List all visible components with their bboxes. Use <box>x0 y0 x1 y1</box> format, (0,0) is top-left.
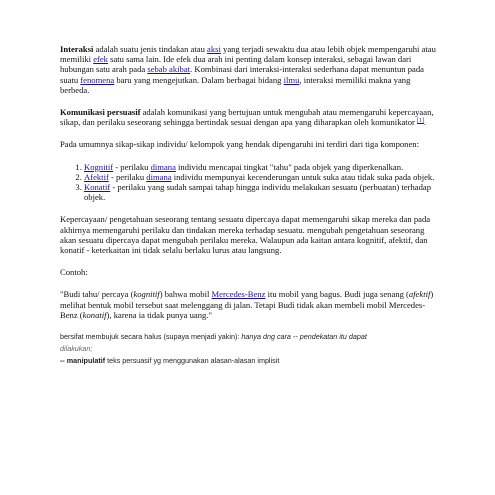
italic-term: konatif <box>82 309 107 320</box>
bold-term: -- manipulatif <box>60 356 106 366</box>
text: baru yang mengejutkan. Dalam berbagai bidang <box>114 74 284 85</box>
link-mercedes-benz[interactable]: Mercedes-Benz <box>211 289 266 300</box>
link-konatif[interactable]: Konatif <box>84 182 111 193</box>
definition-note <box>60 356 440 366</box>
text: yang terjadi sewaktu dua atau lebih objek mempengaruhi atau memiliki <box>60 44 436 65</box>
paragraph-example-quote <box>60 289 440 320</box>
reference-link[interactable]: [1] <box>417 118 425 125</box>
paragraph-contoh-label: Contoh: <box>60 267 88 278</box>
list-item <box>84 172 440 182</box>
text: "Budi tahu/ percaya ( <box>60 289 134 300</box>
text: itu mobil yang bagus. Budi juga senang ( <box>265 289 409 300</box>
link-sebab-akibat[interactable]: sebab akibat <box>147 64 191 75</box>
text: ), karena ia tidak punya uang." <box>106 309 212 320</box>
text: teks persuasif yg menggunakan alasan-alasan implisit <box>105 356 280 366</box>
definition-notes <box>60 332 440 366</box>
text: - perilaku <box>113 161 151 172</box>
paragraph-kepercayaan: Kepercayaan/ pengetahuan seseorang tentang sesuatu dipercaya dapat memengaruhi sikap mereka dan pada akhirnya memengaruhi perilaku dan tindakan mereka terhadap sesuatu. mengubah pengetahuan seseorang akan sesuatu dipercaya dapat mengubah perilaku mereka. Walaupun ada kaitan antara kognitif, afektif, dan konatif - keterkaitan ini tidak selalu berlaku lurus atau langsung. <box>60 214 431 256</box>
text: - perilaku <box>108 171 147 182</box>
link-aksi[interactable]: aksi <box>207 44 221 54</box>
text: individu mencapai tingkat "tahu" pada objek yang diperkenalkan. <box>175 161 404 172</box>
text: adalah komunikasi yang bertujuan untuk mengubah atau memengaruhi kepercayaan, sikap, dan perilaku seseorang sehingga bertindak sesuai dengan apa yang diharapkan oleh komunikator <box>60 107 434 128</box>
article-body <box>60 44 440 368</box>
link-ilmu[interactable]: ilmu <box>283 74 300 85</box>
definition-note <box>60 332 440 342</box>
italic-term: afektif <box>408 289 431 300</box>
link-afektif[interactable]: Afektif <box>84 171 109 182</box>
paragraph-interaksi <box>60 44 440 95</box>
link-efek[interactable]: efek <box>93 54 108 65</box>
italic-text: hanya dng cara -- pendekatan itu dapat <box>241 332 367 342</box>
link-kognitif[interactable]: Kognitif <box>84 161 114 172</box>
components-list <box>60 162 440 203</box>
text: . Kombinasi dari interaksi-interaksi sederhana dapat menuntun pada suatu <box>60 64 424 85</box>
list-item <box>84 182 440 202</box>
link-dimana[interactable]: dimana <box>150 161 176 172</box>
paragraph-components-intro: Pada umumnya sikap-sikap individu/ kelompok yang hendak dipengaruhi ini terdiri dari tiga komponen: <box>60 139 419 150</box>
text: ) melihat bentuk mobil tersebut saat melenggang di jalan. Tetapi Budi tidak akan membeli mobil Mercedes-Benz ( <box>60 289 434 320</box>
list-item <box>84 162 440 172</box>
term-komunikasi-persuasif: Komunikasi persuasif <box>60 107 141 118</box>
term-interaksi: Interaksi <box>60 44 94 54</box>
text: . <box>424 117 427 128</box>
link-dimana[interactable]: dimana <box>146 171 172 182</box>
text: , interaksi memiliki makna yang berbeda. <box>60 74 411 95</box>
text: ) bahwa mobil <box>159 289 212 300</box>
italic-term: kognitif <box>133 289 160 300</box>
text: satu sama lain. Ide efek dua arah ini penting dalam konsep interaksi, sebagai lawan dari hubungan satu arah pada <box>60 54 412 75</box>
paragraph-komunikasi-persuasif <box>60 107 440 127</box>
definition-note-continuation <box>60 344 440 354</box>
text: individu mempunyai kecenderungan untuk suka atau tidak suka pada objek. <box>171 171 435 182</box>
text: - perilaku yang sudah sampai tahap hingga individu melakukan sesuatu (perbuatan) terhadap objek. <box>84 182 431 203</box>
italic-text: dilakukan; <box>60 344 93 354</box>
text: adalah suatu jenis tindakan atau <box>93 44 208 54</box>
link-fenomena[interactable]: fenomena <box>80 74 115 85</box>
text: bersifat membujuk secara halus (supaya menjadi yakin): <box>60 332 242 342</box>
